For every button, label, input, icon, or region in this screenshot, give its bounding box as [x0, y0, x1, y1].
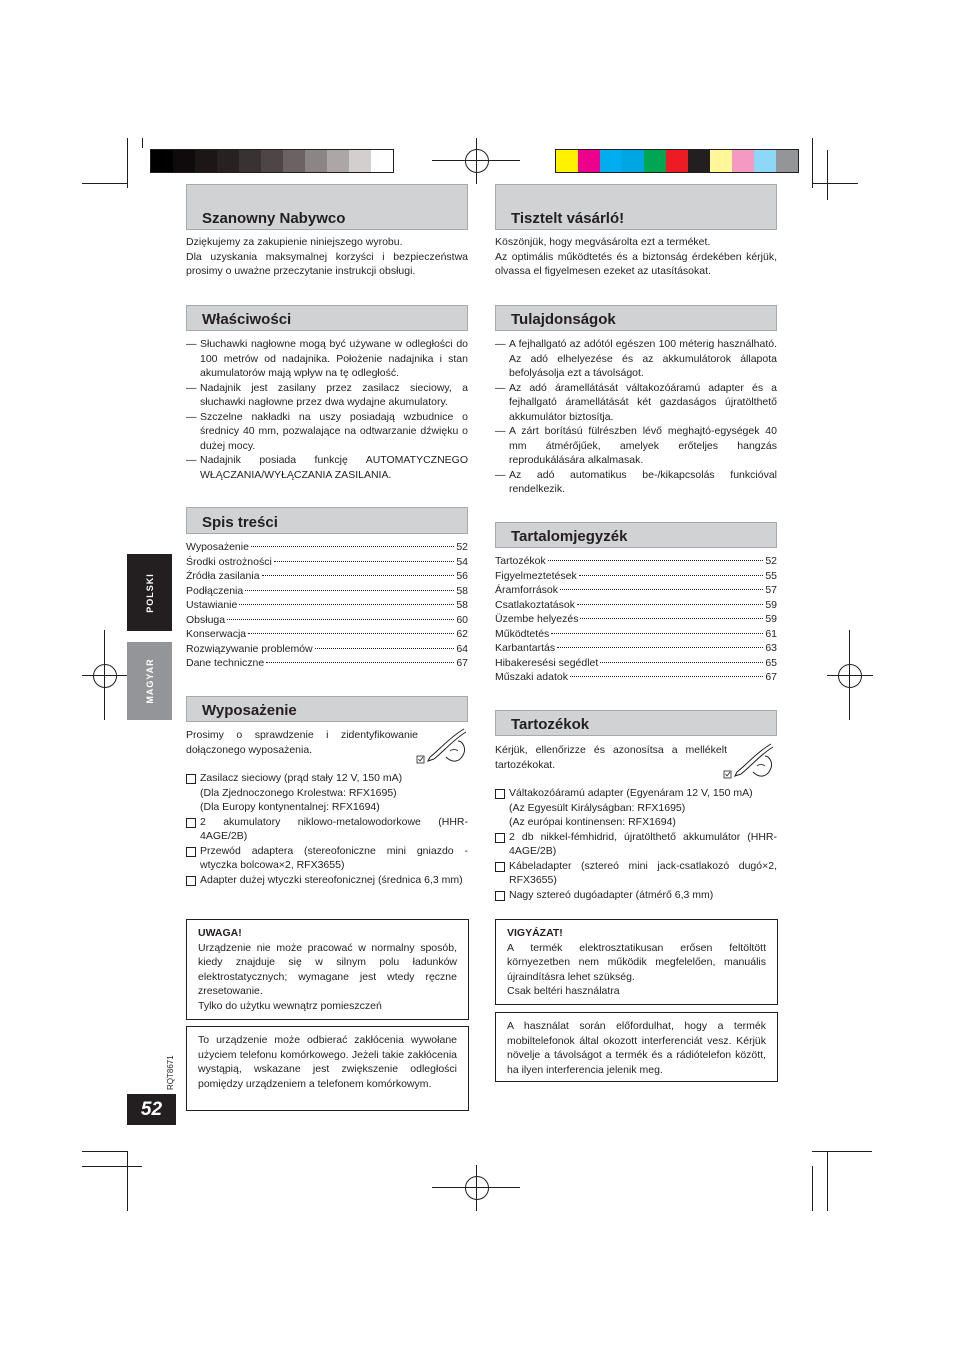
- list-item: [186, 410, 468, 454]
- hu-interference-text: A használat során előfordulhat, hogy a termék mobiltelefonok által okozott interferenciát vesz. Kérjük növelje a távolságot a termék és a rádiótelefon között, ha ilyen interferencia jelenik meg.: [507, 1020, 766, 1076]
- hu-toc-header: [495, 522, 777, 548]
- toc-row: [186, 656, 468, 671]
- toc-page: 67: [456, 657, 468, 669]
- color-swatch: [644, 150, 666, 172]
- toc-page: 52: [765, 555, 777, 567]
- toc-leader-dots: [315, 648, 455, 649]
- hu-accessories-intro: Kérjük, ellenőrizze és azonosítsa a mellékelt tartozékokat.: [495, 744, 727, 771]
- accessory-text: Kábeladapter (sztereó mini jack-csatlakozó dugó×2, RFX3655): [509, 859, 777, 886]
- toc-label: Podłączenia: [186, 584, 244, 597]
- toc-row: [495, 612, 777, 627]
- hu-feature-2: Az adó áramellátását váltakozóáramú adapter és a fejhallgató áramellátását két gazdaságos újratölthető akkumulátor biztosítja.: [509, 381, 777, 423]
- pl-greeting-header: [186, 184, 468, 230]
- color-swatch: [776, 150, 798, 172]
- color-swatch: [600, 150, 622, 172]
- hu-interference-box: [495, 1012, 778, 1082]
- toc-leader-dots: [577, 604, 763, 605]
- checkbox-icon: [495, 891, 505, 901]
- color-swatch: [305, 150, 327, 172]
- pl-greeting-line-2: Dla uzyskania maksymalnej korzyści i bezpieczeństwa prosimy o uważne przeczytanie instrukcji obsługi.: [186, 250, 468, 277]
- accessory-item: [186, 844, 468, 873]
- toc-page: 52: [456, 541, 468, 553]
- hu-caution-title: VIGYÁZAT!: [507, 927, 563, 939]
- toc-leader-dots: [570, 676, 763, 677]
- pen-checklist-icon: [723, 742, 775, 782]
- pl-feature-3: Szczelne nakładki na uszy posiadają wzbudnice o średnicy 40 mm, pozwalające na odtwarzanie dźwięku o dużej mocy.: [200, 410, 468, 452]
- toc-row: [495, 656, 777, 671]
- toc-row: [186, 584, 468, 599]
- toc-row: [495, 641, 777, 656]
- dash-bullet: —: [495, 381, 506, 394]
- toc-label: Áramforrások: [495, 584, 559, 596]
- hu-feature-4: Az adó automatikus be-/kikapcsolás funkcióval rendelkezik.: [509, 468, 777, 495]
- accessory-item: [186, 815, 468, 844]
- color-swatch: [239, 150, 261, 172]
- hu-features-header: [495, 305, 777, 331]
- accessory-text: Zasilacz sieciowy (prąd stały 12 V, 150 mA): [200, 772, 403, 784]
- hu-accessories-header: [495, 710, 777, 736]
- toc-row: [186, 540, 468, 555]
- toc-page: 65: [765, 656, 777, 669]
- toc-label: Ustawianie: [186, 599, 238, 611]
- accessory-item: [186, 873, 468, 888]
- pl-toc-list: [186, 540, 468, 671]
- toc-row: [186, 569, 468, 584]
- pl-accessories-intro: Prosimy o sprawdzenie i zidentyfikowanie dołączonego wyposażenia.: [186, 729, 418, 756]
- toc-row: [186, 642, 468, 657]
- checkbox-icon: [495, 862, 505, 872]
- pen-checklist-icon: [416, 727, 468, 767]
- pl-greeting-text: [186, 235, 468, 279]
- checkbox-icon: [186, 818, 196, 828]
- checkbox-icon: [495, 789, 505, 799]
- toc-page: 59: [765, 613, 777, 625]
- pl-feature-1: Słuchawki nagłowne mogą być używane w odległości do 100 metrów od nadajnika. Położenie nadajnika i stan akumulatorów mają wpływ na tę odległość.: [200, 338, 468, 379]
- toc-label: Működtetés: [495, 627, 550, 640]
- toc-page: 67: [765, 671, 777, 683]
- toc-leader-dots: [266, 662, 454, 663]
- hu-caution-body: A termék elektrosztatikusan erősen feltöltött környezetben nem működik megfelelően, manuális újraindításra lehet szükség.: [507, 941, 766, 983]
- accessory-subtext: (Az Egyesült Királyságban: RFX1695): [509, 801, 686, 814]
- list-item: [495, 468, 777, 497]
- hu-greeting-line-1: Köszönjük, hogy megvásárolta ezt a terméket.: [495, 236, 711, 248]
- hu-caution-extra: Csak beltéri használatra: [507, 985, 620, 997]
- toc-label: Wyposażenie: [186, 541, 249, 553]
- accessory-item: [495, 888, 777, 903]
- tab-magyar-label: MAGYAR: [144, 658, 155, 704]
- pl-accessories-header: [186, 696, 468, 722]
- dash-bullet: —: [186, 410, 197, 423]
- hu-caution-box: [495, 919, 778, 1005]
- toc-label: Hibakeresési segédlet: [495, 656, 599, 669]
- toc-leader-dots: [560, 589, 763, 590]
- toc-row: [186, 555, 468, 570]
- toc-label: Műszaki adatok: [495, 671, 568, 683]
- toc-label: Konserwacja: [186, 628, 247, 640]
- list-item: [495, 381, 777, 425]
- checkbox-icon: [186, 847, 196, 857]
- pl-caution-body: Urządzenie nie może pracować w normalny sposób, kiedy znajduje się w silnym polu ładunków elektrostatycznych; wymagane jest wtedy ręczne zresetowanie.: [198, 941, 457, 997]
- toc-leader-dots: [274, 561, 455, 562]
- toc-leader-dots: [551, 633, 763, 634]
- toc-row: [186, 598, 468, 613]
- grayscale-bar: [150, 149, 394, 173]
- toc-page: 63: [765, 642, 777, 654]
- list-item: [186, 453, 468, 482]
- pl-accessories-list: [186, 771, 468, 887]
- pl-accessories-title: Wyposażenie: [202, 702, 297, 719]
- color-swatch: [327, 150, 349, 172]
- toc-leader-dots: [239, 604, 454, 605]
- toc-page: 58: [456, 584, 468, 597]
- hu-feature-1: A fejhallgató az adótól egészen 100 méterig használható. Az adó elhelyezése és az akkumulátorok állapota befolyásolja ezt a távolságot.: [509, 338, 777, 379]
- toc-row: [495, 598, 777, 613]
- accessory-subtext: (Dla Zjednoczonego Krolestwa: RFX1695): [200, 786, 397, 799]
- toc-leader-dots: [557, 647, 763, 648]
- accessory-item: [495, 786, 777, 830]
- tab-polski: [127, 554, 172, 631]
- model-code: RQT8671: [166, 1055, 175, 1090]
- hu-feature-3: A zárt borítású fülrészben lévő meghajtó-egységek 40 mm átmérőjűek, amelyek erőteljes hangzás reprodukálására alkalmasak.: [509, 425, 777, 466]
- toc-leader-dots: [245, 590, 454, 591]
- color-swatch: [371, 150, 393, 172]
- toc-page: 62: [456, 628, 468, 640]
- color-swatch: [556, 150, 578, 172]
- toc-leader-dots: [548, 560, 764, 561]
- accessory-text: Váltakozóáramú adapter (Egyenáram 12 V, 150 mA): [509, 787, 753, 799]
- toc-page: 57: [765, 584, 777, 596]
- color-swatch: [754, 150, 776, 172]
- accessory-text: Nagy sztereó dugóadapter (átmérő 6,3 mm): [509, 888, 714, 901]
- dash-bullet: —: [186, 381, 197, 394]
- toc-row: [495, 583, 777, 598]
- toc-label: Dane techniczne: [186, 657, 265, 669]
- dash-bullet: —: [495, 468, 506, 481]
- hu-accessories-title: Tartozékok: [511, 716, 590, 733]
- pl-features-list: [186, 337, 468, 482]
- accessory-text: Przewód adaptera (stereofoniczne mini gniazdo - wtyczka bolcowa×2, RFX3655): [200, 844, 468, 871]
- toc-row: [495, 569, 777, 584]
- color-swatch: [151, 150, 173, 172]
- accessory-subtext: (Dla Europy kontynentalnej: RFX1694): [200, 801, 380, 813]
- checkbox-icon: [186, 876, 196, 886]
- page-number: 52: [127, 1094, 176, 1125]
- toc-page: 64: [456, 642, 468, 655]
- toc-label: Środki ostrożności: [186, 555, 272, 568]
- hu-greeting-title: Tisztelt vásárló!: [511, 210, 625, 227]
- pl-caution-extra: Tylko do użytku wewnątrz pomieszczeń: [198, 999, 382, 1012]
- color-swatch: [622, 150, 644, 172]
- dash-bullet: —: [495, 338, 506, 350]
- toc-row: [186, 627, 468, 642]
- accessory-text: 2 db nikkel-fémhidrid, újratölthető akkumulátor (HHR-4AGE/2B): [509, 830, 777, 857]
- list-item: [495, 424, 777, 468]
- hu-features-title: Tulajdonságok: [511, 311, 616, 328]
- checkbox-icon: [186, 774, 196, 784]
- toc-label: Karbantartás: [495, 642, 556, 654]
- pl-greeting-line-1: Dziękujemy za zakupienie niniejszego wyrobu.: [186, 236, 403, 248]
- color-swatch: [710, 150, 732, 172]
- toc-label: Tartozékok: [495, 555, 546, 567]
- list-item: [186, 337, 468, 381]
- hu-features-list: [495, 337, 777, 497]
- pl-interference-box: [186, 1026, 469, 1111]
- toc-page: 56: [456, 570, 468, 582]
- toc-row: [186, 613, 468, 628]
- hu-accessories-list: [495, 786, 777, 902]
- toc-leader-dots: [580, 618, 763, 619]
- toc-page: 58: [456, 599, 468, 611]
- toc-leader-dots: [227, 619, 454, 620]
- pl-greeting-title: Szanowny Nabywco: [202, 210, 346, 227]
- toc-label: Źródła zasilania: [186, 570, 260, 582]
- toc-row: [495, 670, 777, 685]
- dash-bullet: —: [186, 454, 197, 466]
- pl-features-header: [186, 305, 468, 331]
- pl-toc-title: Spis treści: [202, 514, 278, 531]
- hu-greeting-line-2: Az optimális működtetés és a biztonság érdekében kérjük, olvassa el figyelmesen ezeket az utasításokat.: [495, 250, 777, 277]
- pl-feature-4: Nadajnik posiada funkcję AUTOMATYCZNEGO WŁĄCZANIA/WYŁĄCZANIA ZASILANIA.: [200, 454, 468, 481]
- tab-magyar: [127, 642, 172, 720]
- accessory-item: [495, 859, 777, 888]
- toc-leader-dots: [248, 633, 454, 634]
- toc-leader-dots: [262, 575, 455, 576]
- list-item: [186, 381, 468, 410]
- toc-page: 60: [456, 613, 468, 626]
- list-item: [495, 337, 777, 381]
- toc-label: Rozwiązywanie problemów: [186, 642, 313, 655]
- color-swatch: [173, 150, 195, 172]
- toc-label: Obsługa: [186, 613, 226, 626]
- tab-polski-label: POLSKI: [144, 572, 155, 613]
- hu-greeting-text: [495, 235, 777, 279]
- color-swatch: [666, 150, 688, 172]
- toc-leader-dots: [251, 546, 454, 547]
- color-swatch: [283, 150, 305, 172]
- toc-label: Figyelmeztetések: [495, 569, 577, 582]
- pl-caution-box: [186, 919, 469, 1020]
- hu-greeting-header: [495, 184, 777, 230]
- toc-page: 54: [456, 555, 468, 568]
- accessory-item: [186, 771, 468, 815]
- toc-leader-dots: [600, 662, 763, 663]
- pl-interference-text: To urządzenie może odbierać zakłócenia wywołane użyciem telefonu komórkowego. Jeżeli takie zakłócenia wystąpią, wskazane jest zwiększenie odległości pomiędzy urządzeniem a telefonem komórkowym.: [198, 1034, 457, 1090]
- color-swatch: [688, 150, 710, 172]
- toc-label: Üzembe helyezés: [495, 613, 579, 625]
- toc-page: 59: [765, 598, 777, 611]
- color-swatch: [349, 150, 371, 172]
- process-color-bar: [555, 149, 799, 173]
- hu-toc-list: [495, 554, 777, 685]
- accessory-subtext: (Az európai kontinensen: RFX1694): [509, 816, 676, 828]
- pl-toc-header: [186, 507, 468, 534]
- pl-caution-title: UWAGA!: [198, 927, 242, 939]
- pl-feature-2: Nadajnik jest zasilany przez zasilacz sieciowy, a słuchawki nagłowne przez dwa wydajne akumulatory.: [200, 381, 468, 408]
- toc-row: [495, 627, 777, 642]
- toc-page: 61: [765, 627, 777, 640]
- accessory-text: Adapter dużej wtyczki stereofonicznej (średnica 6,3 mm): [200, 873, 463, 886]
- accessory-text: 2 akumulatory niklowo-metalowodorkowe (HHR-4AGE/2B): [200, 815, 468, 842]
- dash-bullet: —: [186, 338, 197, 350]
- dash-bullet: —: [495, 425, 506, 437]
- toc-label: Csatlakoztatások: [495, 598, 575, 611]
- toc-row: [495, 554, 777, 569]
- color-swatch: [261, 150, 283, 172]
- color-swatch: [195, 150, 217, 172]
- accessory-item: [495, 830, 777, 859]
- color-swatch: [732, 150, 754, 172]
- toc-page: 55: [765, 569, 777, 582]
- checkbox-icon: [495, 833, 505, 843]
- color-swatch: [217, 150, 239, 172]
- color-swatch: [578, 150, 600, 172]
- pl-features-title: Właściwości: [202, 311, 292, 328]
- hu-toc-title: Tartalomjegyzék: [511, 528, 628, 545]
- toc-leader-dots: [579, 575, 764, 576]
